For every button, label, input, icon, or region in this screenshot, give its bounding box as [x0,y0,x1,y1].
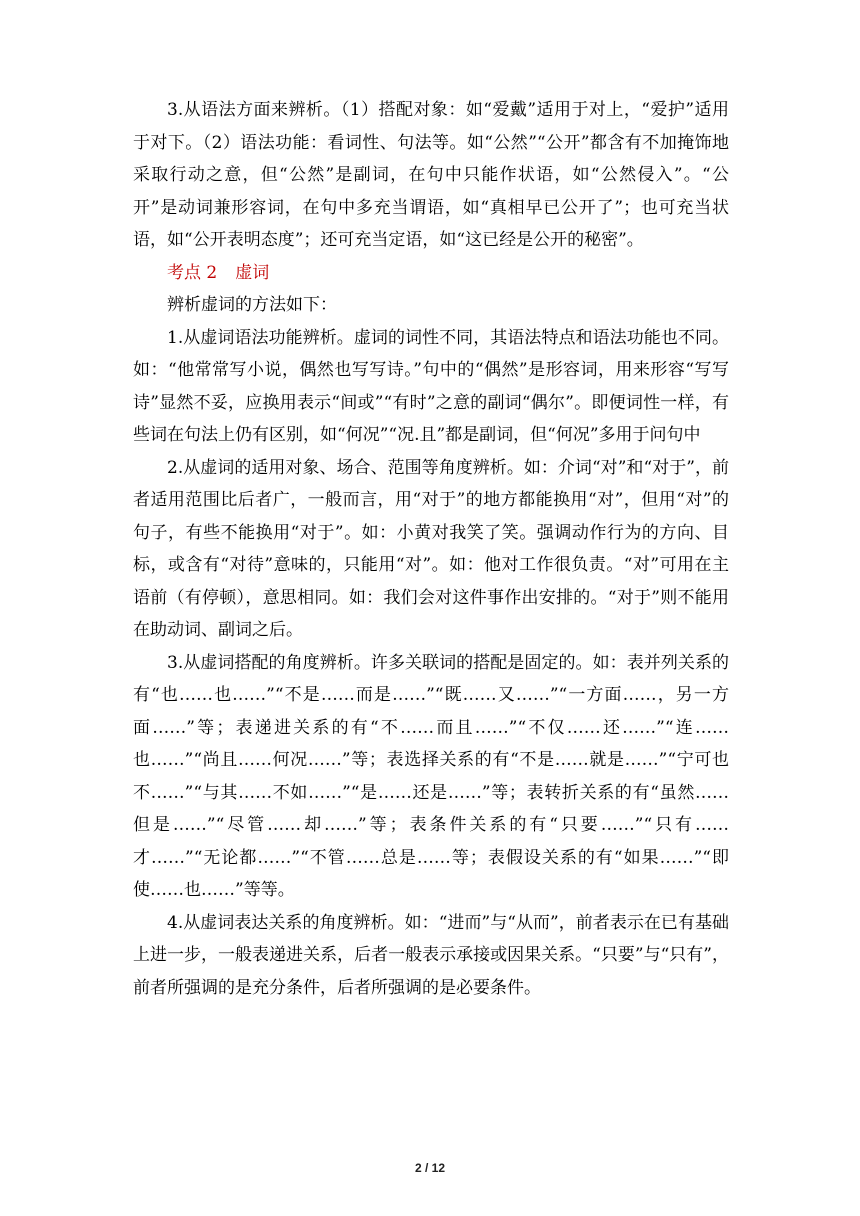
paragraph-4: 4.从虚词表达关系的角度辨析。如：“进而”与“从而”，前者表示在已有基础上进一步，一般表递进关系，后者一般表示承接或因果关系。“只要”与“只有”，前者所强调的是充分条件，后者所强调的是必要条件。 [133,912,729,998]
intro-paragraph: 辨析虚词的方法如下： [167,295,337,315]
paragraph-2: 2.从虚词的适用对象、场合、范围等角度辨析。如：介词“对”和“对于”，前者适用范围比后者广，一般而言，用“对于”的地方都能换用“对”，但用“对”的句子，有些不能换用“对于”。如：小黄对我笑了笑。强调动作行为的方向、目标，或含有“对待”意味的，只能用“对”。如：他对工作很负责。“对”可用在主语前（有停顿），意思相同。如：我们会对这件事作出安排的。“对于”则不能用在助动词、副词之后。 [133,457,729,640]
section-heading [133,257,729,290]
page-number: 2 / 12 [414,1161,446,1175]
heading-label: 虚词 [235,262,270,283]
paragraph-1: 1.从虚词语法功能辨析。虚词的词性不同，其语法特点和语法功能也不同。如：“他常常写小说，偶然也写写诗。”句中的“偶然”是形容词，用来形容“写写诗”显然不妥，应换用表示“间或”“有时”之意的副词“偶尔”。即便词性一样，有些词在句法上仍有区别，如“何况”“况.且”都是副词，但“何况”多用于问句中 [133,327,729,445]
heading-number: 考点 2 [167,262,218,283]
paragraph-3: 3.从虚词搭配的角度辨析。许多关联词的搭配是固定的。如：表并列关系的有“也……也……”“不是……而是……”“既……又……”“一方面……，另一方面……”等；表递进关系的有“不……而且……”“不仅……还……”“连……也……”“尚且……何况……”等；表选择关系的有“不是……就是……”“宁可也不……”“与其……不如……”“是……还是……”等；表转折关系的有“虽然……但是……”“尽管……却……”等；表条件关系的有“只要……”“只有……才……”“无论都……”“不管……总是……等；表假设关系的有“如果……”“即使……也……”等等。 [133,652,729,900]
page-content [133,94,729,1004]
paragraph-grammar: 3.从语法方面来辨析。（1）搭配对象：如“爱戴”适用于对上，“爱护”适用于对下。（2）语法功能：看词性、句法等。如“公然”“公开”都含有不加掩饰地采取行动之意，但“公然”是副词，在句中只能作状语，如“公然侵入”。“公开”是动词兼形容词，在句中多充当谓语，如“真相早已公开了”；也可充当状语，如“公开表明态度”；还可充当定语，如“这已经是公开的秘密”。 [133,100,729,250]
